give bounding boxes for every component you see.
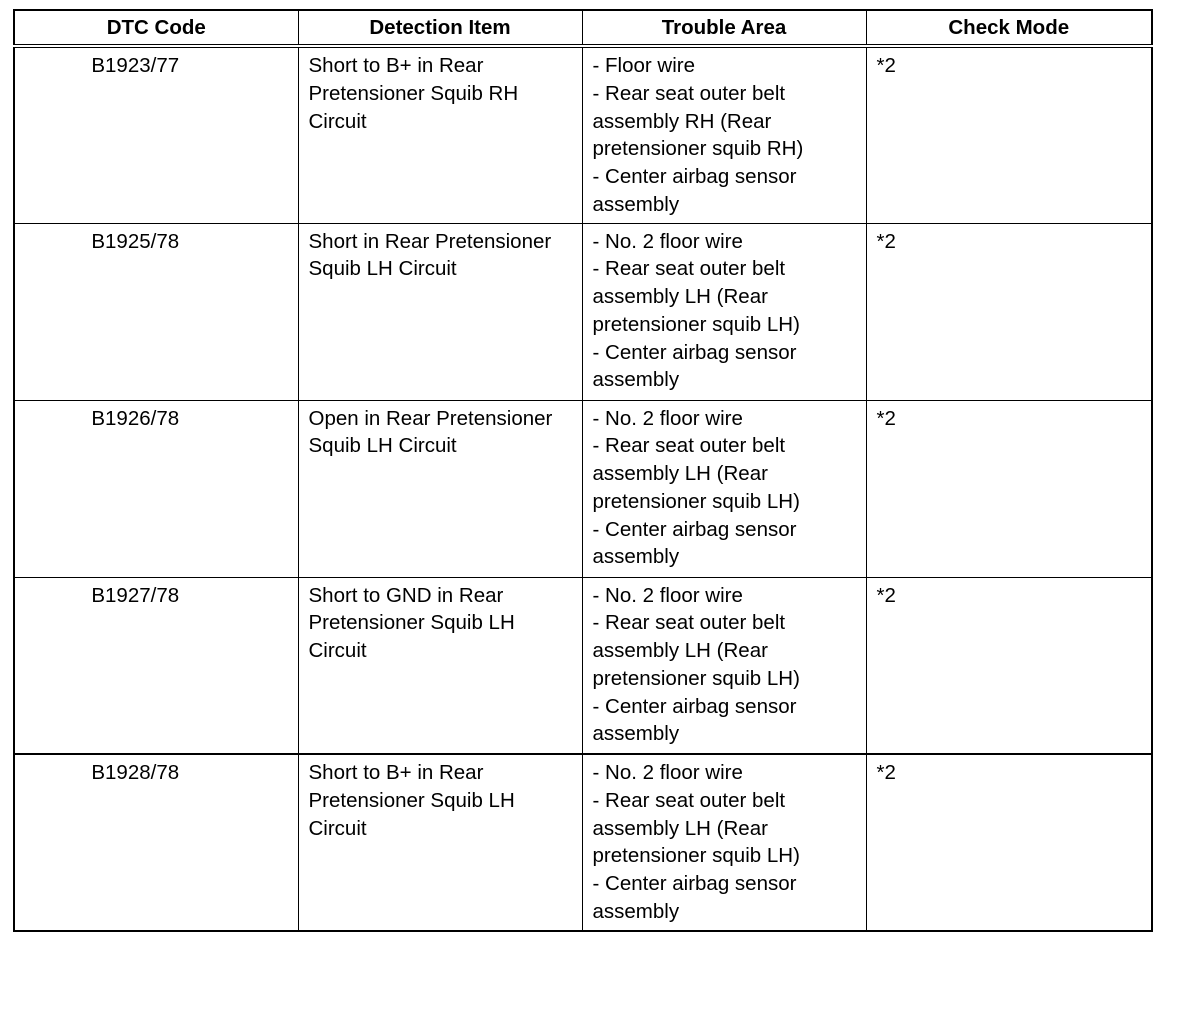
dtc-code-cell: B1923/77 — [14, 46, 298, 223]
table-body — [14, 46, 1152, 931]
detection-item-cell: Open in Rear Pretensioner Squib LH Circuit — [298, 400, 582, 577]
table-row — [14, 577, 1152, 754]
table-row — [14, 223, 1152, 400]
trouble-area-cell: - No. 2 floor wire - Rear seat outer belt assembly LH (Rear pretensioner squib LH) - Center airbag sensor assembly — [582, 754, 866, 931]
detection-item-cell: Short to B+ in Rear Pretensioner Squib LH Circuit — [298, 754, 582, 931]
table-row — [14, 46, 1152, 223]
table-row — [14, 754, 1152, 931]
check-mode-cell: *2 — [866, 46, 1152, 223]
trouble-area-cell: - Floor wire - Rear seat outer belt assembly RH (Rear pretensioner squib RH) - Center airbag sensor assembly — [582, 46, 866, 223]
header-check-mode: Check Mode — [866, 10, 1152, 46]
table-header — [14, 10, 1152, 46]
header-detection-item: Detection Item — [298, 10, 582, 46]
header-dtc-code: DTC Code — [14, 10, 298, 46]
header-trouble-area: Trouble Area — [582, 10, 866, 46]
trouble-area-cell: - No. 2 floor wire - Rear seat outer belt assembly LH (Rear pretensioner squib LH) - Center airbag sensor assembly — [582, 223, 866, 400]
dtc-code-cell: B1925/78 — [14, 223, 298, 400]
dtc-code-cell: B1927/78 — [14, 577, 298, 754]
check-mode-cell: *2 — [866, 223, 1152, 400]
check-mode-cell: *2 — [866, 754, 1152, 931]
header-row — [14, 10, 1152, 46]
dtc-code-cell: B1926/78 — [14, 400, 298, 577]
table-row — [14, 400, 1152, 577]
dtc-code-cell: B1928/78 — [14, 754, 298, 931]
check-mode-cell: *2 — [866, 577, 1152, 754]
trouble-area-cell: - No. 2 floor wire - Rear seat outer belt assembly LH (Rear pretensioner squib LH) - Center airbag sensor assembly — [582, 400, 866, 577]
detection-item-cell: Short in Rear Pretensioner Squib LH Circuit — [298, 223, 582, 400]
detection-item-cell: Short to GND in Rear Pretensioner Squib LH Circuit — [298, 577, 582, 754]
dtc-table — [13, 9, 1153, 932]
trouble-area-cell: - No. 2 floor wire - Rear seat outer belt assembly LH (Rear pretensioner squib LH) - Center airbag sensor assembly — [582, 577, 866, 754]
detection-item-cell: Short to B+ in Rear Pretensioner Squib RH Circuit — [298, 46, 582, 223]
check-mode-cell: *2 — [866, 400, 1152, 577]
